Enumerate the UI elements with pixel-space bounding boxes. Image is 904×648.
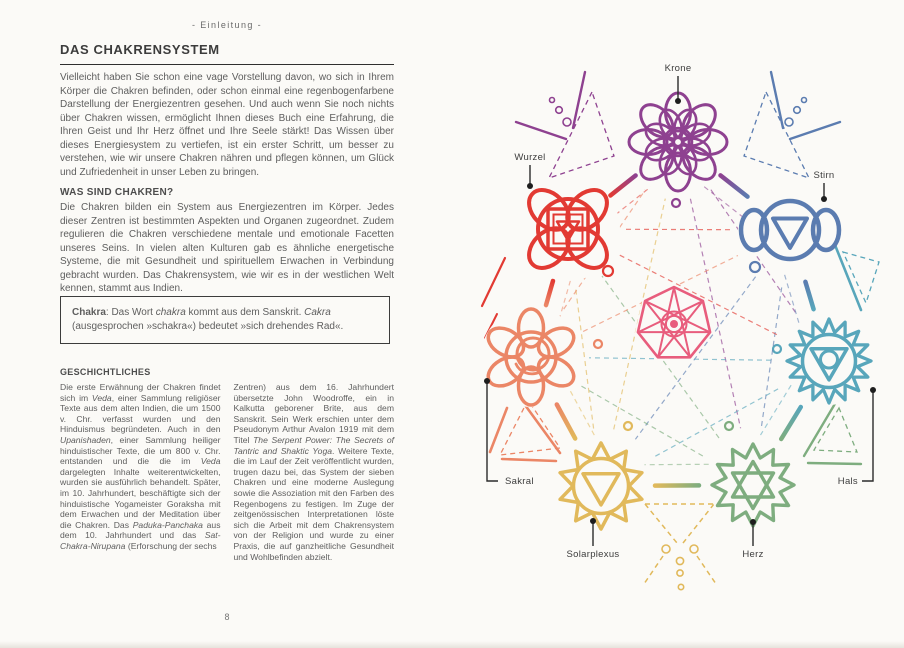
- chakra-label-solarplexus: Solarplexus: [566, 549, 620, 560]
- chakra-solarplexus: [556, 441, 646, 531]
- chakra-wurzel: [516, 177, 620, 281]
- label-wurzel: [514, 152, 545, 189]
- label-stirn: [813, 170, 834, 202]
- history-column-1: Die erste Erwähnung der Chakren findet sich im Veda, einer Sammlung religiöser Texte aus dem alten Indien, die um 1500 v. Chr. verfasst wurden und den Hinduismus begründeten. Auch in den Upanishaden, einer Sammlung heiliger hinduistischer Texte, die um 800 v. Chr. entstanden und die die im Veda dargelegten Inhalte weiterentwickelten, wurden sie ausführlich behandelt. Später, im 10. Jahrhundert, beschäftigte sich der hinduistische Yogameister Goraksha mit dem Erwachen und der Meditation über die Chakren. Das Paduka-Panchaka aus dem 10. Jahrhundert und das Sat-Chakra-Nirupana (Erforschung der sechs: [60, 382, 221, 551]
- chakra-stirn: [738, 197, 842, 263]
- satellite-circle-stirn: [750, 262, 760, 272]
- running-head: - Einleitung -: [191, 20, 263, 30]
- history-column-2: Zentren) aus dem 16. Jahrhundert übersetzte John Woodroffe, ein in Kalkutta geborener Brite, aus dem Sanskrit. Sein Werk erschien unter dem Pseudonym Arthur Avalon 1919 mit dem Titel The Serpent Power: The Secrets of Tantric and Shaktic Yoga. Weitere Texte, die im Lauf der Zeit veröffentlicht wurden, trugen dazu bei, das System der sieben Chakren und eine moderne Auslegung sowie die Assoziation mit den Farben des Regenbogens zu festigen. Im Zuge der zeitgenössischen Interpretationen löste sich die Arbeit mit dem Chakrensystem von der Religion und wurde zu einer Praxis, die auf ganzheitliche Gesundheit und Wohlbefinden abzielt.: [233, 382, 395, 562]
- chakra-label-krone: Krone: [664, 63, 692, 74]
- chakra-label-herz: Herz: [742, 549, 764, 560]
- section-heading: GESCHICHTLICHES: [60, 367, 151, 377]
- definition-box: Chakra: Das Wort chakra kommt aus dem Sanskrit. Cakra (ausgesprochen »schakra«) bedeutet »sich drehendes Rad«.: [60, 296, 390, 344]
- chakra-krone: [628, 92, 728, 192]
- chakra-sakral: [481, 307, 581, 407]
- page-number: 8: [224, 612, 230, 622]
- page-bottom-edge: [0, 641, 904, 648]
- chakra-label-wurzel: Wurzel: [514, 152, 546, 163]
- section-body: Die Chakren bilden ein System aus Energiezentren im Körper. Jedes dieser Zentren ist bestimmten Aspekten und Organen zugeordnet. Zudem regulieren die Chakren verschiedene mentale und emotionale Facetten unseres Seins. In vielen alten Kulturen gab es ähnliche energetische Systeme, die mit Gesundheit und spirituellem Erwachen in Verbindung gebracht wurden. Das Chakrensystem, wie wir es in der westlichen Welt kennen, stammt aus Indien.: [60, 202, 394, 294]
- chakra-label-sakral: Sakral: [505, 476, 534, 487]
- center-heptagram: [635, 284, 713, 360]
- satellite-circle-herz: [725, 422, 733, 430]
- chakra-label-hals: Hals: [837, 476, 858, 487]
- intro-paragraph: Vielleicht haben Sie schon eine vage Vorstellung davon, wo sich in Ihrem Körper die Chakren befinden, oder schon einmal eine regenbogenfarbene Darstellung der Energiezentren gesehen. Und auch wenn Sie noch nichts über Chakren wissen, ermöglicht Ihnen dieses Buch eine Erfahrung, die Ihren Geist und Ihr Herz öffnet und Ihre Seele stärkt! Das Wissen über dieses Energiesystem zu vertiefen, ist ein erster Schritt, um besser zu verstehen, wie wir unsere Chakren nähren und pflegen können, um Glück und Zufriedenheit in unser Leben zu bringen.: [60, 72, 394, 178]
- satellite-circle-solarplexus: [624, 422, 632, 430]
- satellite-circle-sakral: [594, 340, 602, 348]
- section-heading: WAS SIND CHAKREN?: [60, 187, 174, 198]
- satellite-circle-hals: [773, 345, 781, 353]
- chakra-label-stirn: Stirn: [813, 170, 835, 181]
- chakra-hals: [785, 317, 873, 405]
- page-title: DAS CHAKRENSYSTEM: [60, 42, 394, 65]
- chakra-herz: [709, 441, 797, 529]
- satellite-circle-krone: [672, 199, 680, 207]
- satellite-circle-wurzel: [603, 266, 613, 276]
